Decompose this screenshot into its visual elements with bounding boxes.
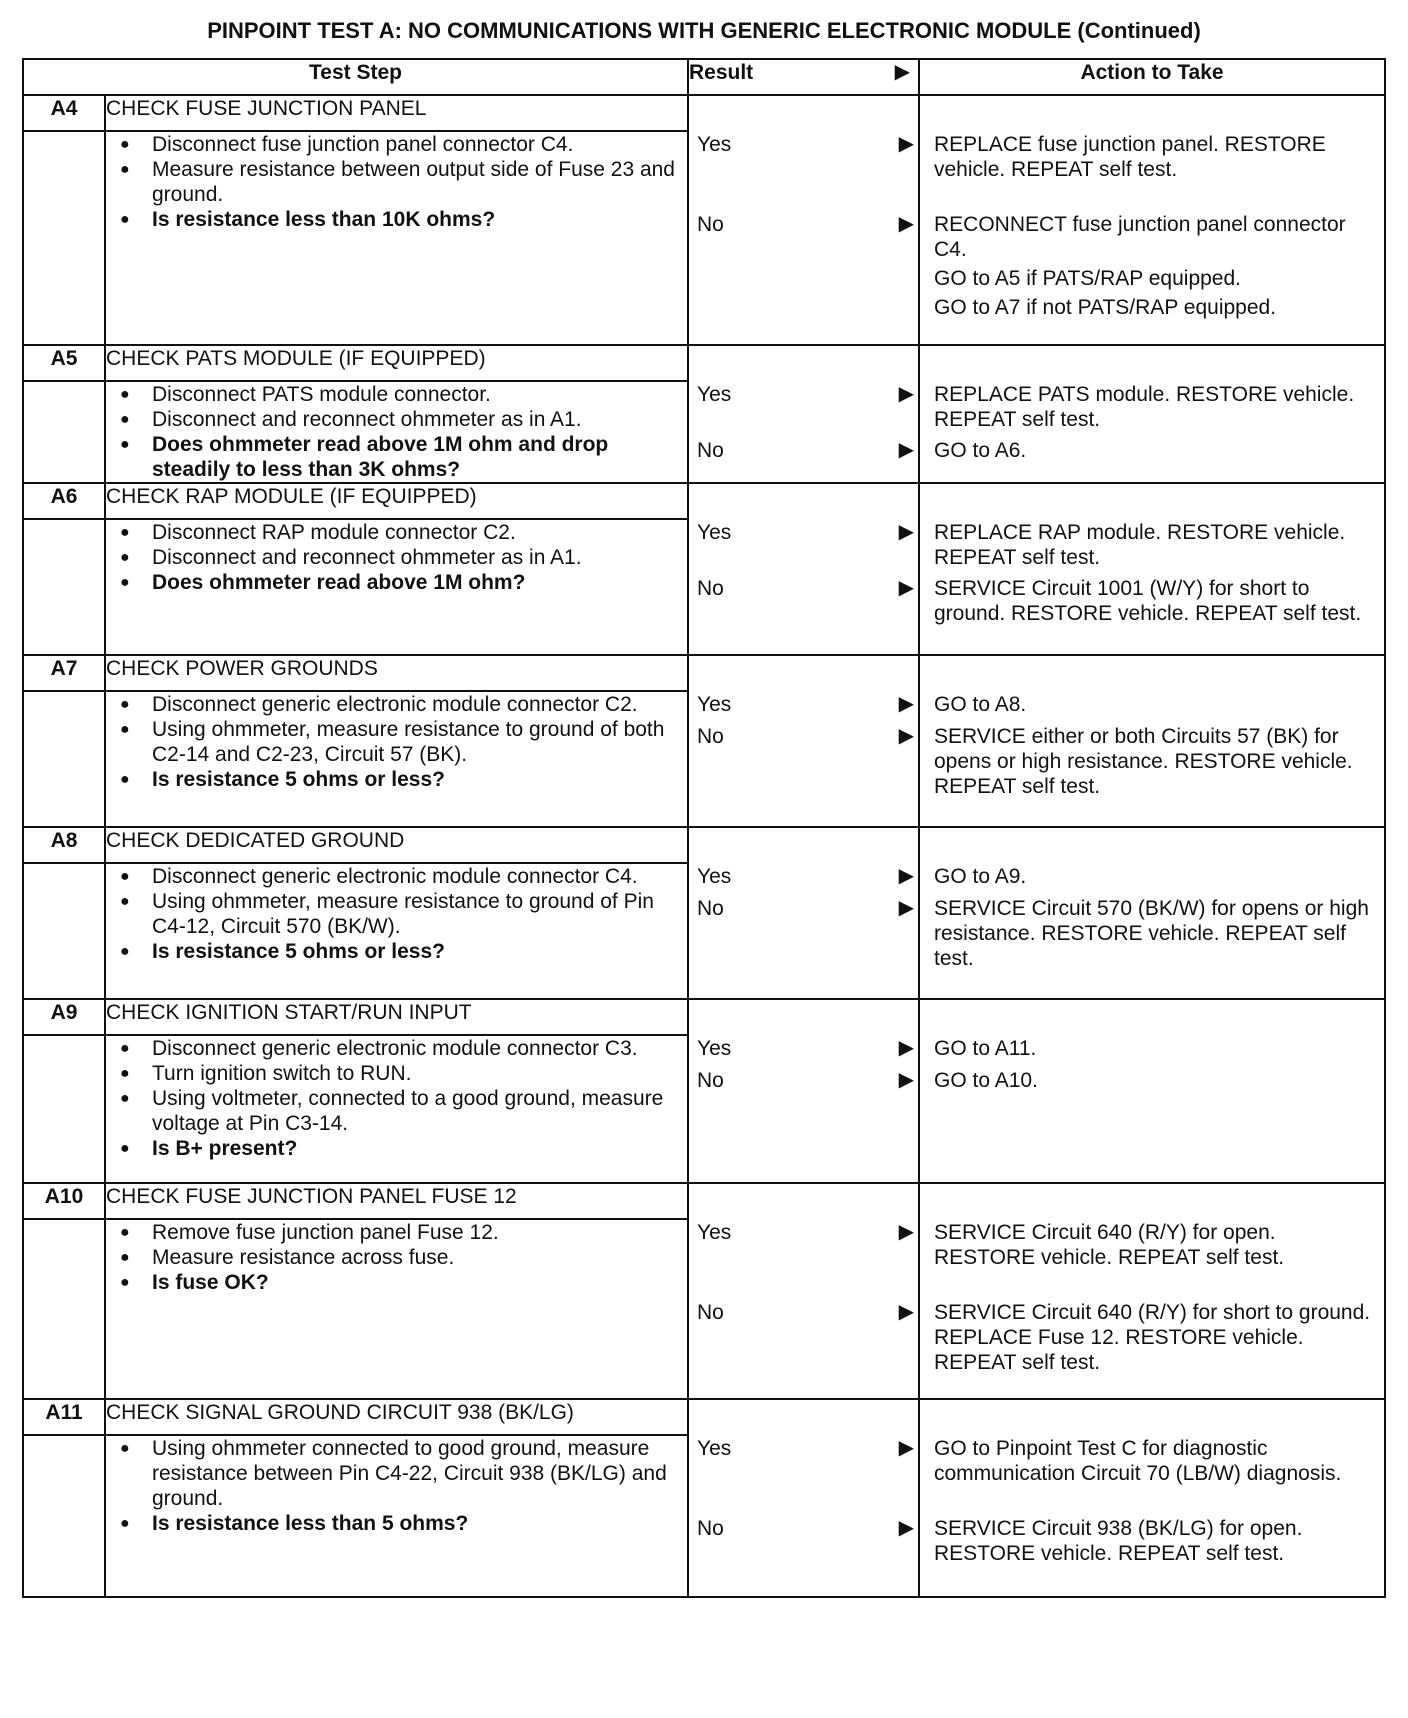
action-cell (919, 1183, 1385, 1399)
action-if-no: SERVICE Circuit 1001 (W/Y) for short to ground. RESTORE vehicle. REPEAT self test. (934, 577, 1362, 625)
step-id: A5 (23, 345, 105, 381)
action-if-no-group (934, 1300, 1380, 1375)
action-if-yes: REPLACE RAP module. RESTORE vehicle. REPEAT self test. (934, 521, 1346, 569)
step-id-spacer (23, 131, 105, 345)
result-cell (688, 655, 919, 827)
instruction-item: ● Using voltmeter, connected to a good ground, measure voltage at Pin C3-14. (106, 1086, 687, 1136)
arrow-icon: ▶ (898, 1069, 914, 1091)
action-cell (919, 345, 1385, 483)
action-if-no: GO to A10. (934, 1069, 1038, 1092)
action-if-no-option: GO to A5 if PATS/RAP equipped. (934, 267, 1242, 290)
test-step-title-row (23, 999, 1385, 1035)
action-if-yes: GO to A11. (934, 1037, 1037, 1060)
arrow-icon: ▶ (898, 1221, 914, 1243)
action-if-no-group (934, 724, 1380, 799)
action-if-no-group (934, 1068, 1380, 1093)
action-if-no: SERVICE either or both Circuits 57 (BK) for opens or high resistance. RESTORE vehicle. REPEAT self test. (934, 725, 1353, 798)
instruction-item: ● Disconnect generic electronic module connector C4. (106, 864, 687, 889)
action-if-yes: SERVICE Circuit 640 (R/Y) for open. RESTORE vehicle. REPEAT self test. (934, 1221, 1285, 1269)
step-title: CHECK FUSE JUNCTION PANEL FUSE 12 (105, 1183, 688, 1219)
instruction-item: ● Using ohmmeter, measure resistance to ground of both C2-14 and C2-23, Circuit 57 (BK). (106, 717, 687, 767)
action-if-yes: REPLACE fuse junction panel. RESTORE vehicle. REPEAT self test. (934, 133, 1326, 181)
step-instructions (105, 691, 688, 827)
instruction-item: ● Turn ignition switch to RUN. (106, 1061, 687, 1086)
instruction-item: ● Disconnect and reconnect ohmmeter as in A1. (106, 545, 687, 570)
instruction-question: ● Is fuse OK? (106, 1270, 687, 1295)
test-step-title-row (23, 827, 1385, 863)
arrow-icon: ▶ (898, 213, 914, 235)
test-step-title-row (23, 95, 1385, 131)
test-step-title-row (23, 483, 1385, 519)
instruction-question: ● Is B+ present? (106, 1136, 687, 1161)
result-cell (688, 1183, 919, 1399)
action-if-no-option: GO to A7 if not PATS/RAP equipped. (934, 296, 1277, 319)
step-title: CHECK RAP MODULE (IF EQUIPPED) (105, 483, 688, 519)
step-title: CHECK DEDICATED GROUND (105, 827, 688, 863)
action-if-no-group (934, 576, 1380, 626)
result-list (689, 1000, 918, 1176)
result-cell (688, 1399, 919, 1597)
instruction-item: ● Disconnect RAP module connector C2. (106, 520, 687, 545)
step-title: CHECK POWER GROUNDS (105, 655, 688, 691)
action-if-no-group (934, 438, 1380, 463)
result-yes-label: Yes (697, 1437, 732, 1460)
action-if-yes: GO to A8. (934, 693, 1027, 716)
result-yes-label: Yes (697, 1221, 732, 1244)
result-yes-label: Yes (697, 693, 732, 716)
action-list (920, 346, 1384, 476)
instruction-item: ● Disconnect fuse junction panel connector C4. (106, 132, 687, 157)
instruction-question: ● Is resistance less than 10K ohms? (106, 207, 687, 232)
arrow-icon: ▶ (894, 61, 910, 83)
action-cell (919, 655, 1385, 827)
action-list (920, 1184, 1384, 1392)
arrow-icon: ▶ (898, 693, 914, 715)
action-list (920, 96, 1384, 338)
result-no-label: No (697, 439, 724, 462)
step-instructions (105, 131, 688, 345)
result-cell (688, 483, 919, 655)
action-cell (919, 1399, 1385, 1597)
instruction-item: ● Disconnect generic electronic module connector C2. (106, 692, 687, 717)
header-result-label: Result (689, 61, 754, 84)
result-list (689, 828, 918, 992)
step-title: CHECK SIGNAL GROUND CIRCUIT 938 (BK/LG) (105, 1399, 688, 1435)
instruction-item: ● Disconnect PATS module connector. (106, 382, 687, 407)
result-yes-label: Yes (697, 133, 732, 156)
result-no-label: No (697, 897, 724, 920)
step-id: A4 (23, 95, 105, 131)
step-instructions (105, 1219, 688, 1399)
arrow-icon: ▶ (898, 1437, 914, 1459)
result-list (689, 656, 918, 820)
table-header-row (23, 59, 1385, 95)
step-instructions (105, 381, 688, 483)
action-if-yes: REPLACE PATS module. RESTORE vehicle. REPEAT self test. (934, 383, 1355, 431)
step-id-spacer (23, 381, 105, 483)
header-action: Action to Take (919, 59, 1385, 95)
arrow-icon: ▶ (898, 577, 914, 599)
test-step-title-row (23, 345, 1385, 381)
arrow-icon: ▶ (898, 133, 914, 155)
page-title: PINPOINT TEST A: NO COMMUNICATIONS WITH GENERIC ELECTRONIC MODULE (Continued) (207, 18, 1201, 43)
arrow-icon: ▶ (898, 439, 914, 461)
step-id: A7 (23, 655, 105, 691)
instruction-question: ● Is resistance 5 ohms or less? (106, 767, 687, 792)
instruction-item: ● Using ohmmeter connected to good ground, measure resistance between Pin C4-22, Circuit 938 (BK/LG) and ground. (106, 1436, 687, 1511)
action-if-yes: GO to A9. (934, 865, 1027, 888)
header-result (688, 59, 919, 95)
result-list (689, 484, 918, 648)
action-list (920, 656, 1384, 820)
arrow-icon: ▶ (898, 521, 914, 543)
action-if-no: GO to A6. (934, 439, 1027, 462)
pinpoint-test-table (22, 58, 1386, 1598)
action-if-no: SERVICE Circuit 938 (BK/LG) for open. RESTORE vehicle. REPEAT self test. (934, 1517, 1303, 1565)
test-step-title-row (23, 655, 1385, 691)
action-if-no: SERVICE Circuit 570 (BK/W) for opens or high resistance. RESTORE vehicle. REPEAT self test. (934, 897, 1369, 970)
result-cell (688, 827, 919, 999)
step-id-spacer (23, 863, 105, 999)
header-test-step: Test Step (23, 59, 688, 95)
action-list (920, 1000, 1384, 1176)
instruction-question: ● Does ohmmeter read above 1M ohm? (106, 570, 687, 595)
step-id: A9 (23, 999, 105, 1035)
action-cell (919, 95, 1385, 345)
result-list (689, 346, 918, 476)
step-id: A11 (23, 1399, 105, 1435)
step-id-spacer (23, 519, 105, 655)
result-yes-label: Yes (697, 865, 732, 888)
instruction-item: ● Disconnect generic electronic module connector C3. (106, 1036, 687, 1061)
step-id: A10 (23, 1183, 105, 1219)
step-id-spacer (23, 1435, 105, 1597)
action-if-yes: GO to Pinpoint Test C for diagnostic communication Circuit 70 (LB/W) diagnosis. (934, 1437, 1342, 1485)
test-step-title-row (23, 1183, 1385, 1219)
action-cell (919, 827, 1385, 999)
result-no-label: No (697, 1517, 724, 1540)
result-list (689, 1400, 918, 1590)
arrow-icon: ▶ (898, 897, 914, 919)
arrow-icon: ▶ (898, 1301, 914, 1323)
step-instructions (105, 1035, 688, 1183)
step-id: A6 (23, 483, 105, 519)
action-if-no-group (934, 212, 1380, 320)
result-list (689, 1184, 918, 1392)
result-list (689, 96, 918, 338)
action-if-no-group (934, 896, 1380, 971)
instruction-item: ● Disconnect and reconnect ohmmeter as in A1. (106, 407, 687, 432)
step-instructions (105, 1435, 688, 1597)
instruction-item: ● Measure resistance between output side of Fuse 23 and ground. (106, 157, 687, 207)
step-instructions (105, 863, 688, 999)
action-list (920, 828, 1384, 992)
result-yes-label: Yes (697, 383, 732, 406)
arrow-icon: ▶ (898, 1037, 914, 1059)
result-no-label: No (697, 1069, 724, 1092)
instruction-item: ● Measure resistance across fuse. (106, 1245, 687, 1270)
instruction-item: ● Remove fuse junction panel Fuse 12. (106, 1220, 687, 1245)
action-if-no-group (934, 1516, 1380, 1566)
instruction-question: ● Does ohmmeter read above 1M ohm and drop steadily to less than 3K ohms? (106, 432, 687, 482)
result-no-label: No (697, 213, 724, 236)
instruction-question: ● Is resistance 5 ohms or less? (106, 939, 687, 964)
action-cell (919, 999, 1385, 1183)
step-title: CHECK FUSE JUNCTION PANEL (105, 95, 688, 131)
instruction-item: ● Using ohmmeter, measure resistance to ground of Pin C4-12, Circuit 570 (BK/W). (106, 889, 687, 939)
step-instructions (105, 519, 688, 655)
step-id: A8 (23, 827, 105, 863)
action-if-no: RECONNECT fuse junction panel connector C4. (934, 213, 1346, 261)
step-id-spacer (23, 691, 105, 827)
action-cell (919, 483, 1385, 655)
result-no-label: No (697, 577, 724, 600)
step-id-spacer (23, 1035, 105, 1183)
step-title: CHECK IGNITION START/RUN INPUT (105, 999, 688, 1035)
test-step-title-row (23, 1399, 1385, 1435)
result-no-label: No (697, 725, 724, 748)
result-cell (688, 95, 919, 345)
arrow-icon: ▶ (898, 865, 914, 887)
step-title: CHECK PATS MODULE (IF EQUIPPED) (105, 345, 688, 381)
action-list (920, 1400, 1384, 1590)
instruction-question: ● Is resistance less than 5 ohms? (106, 1511, 687, 1536)
action-if-no: SERVICE Circuit 640 (R/Y) for short to ground. REPLACE Fuse 12. RESTORE vehicle. REPEAT self test. (934, 1301, 1371, 1374)
arrow-icon: ▶ (898, 725, 914, 747)
result-no-label: No (697, 1301, 724, 1324)
result-yes-label: Yes (697, 521, 732, 544)
action-list (920, 484, 1384, 648)
arrow-icon: ▶ (898, 383, 914, 405)
result-cell (688, 345, 919, 483)
arrow-icon: ▶ (898, 1517, 914, 1539)
result-yes-label: Yes (697, 1037, 732, 1060)
result-cell (688, 999, 919, 1183)
step-id-spacer (23, 1219, 105, 1399)
